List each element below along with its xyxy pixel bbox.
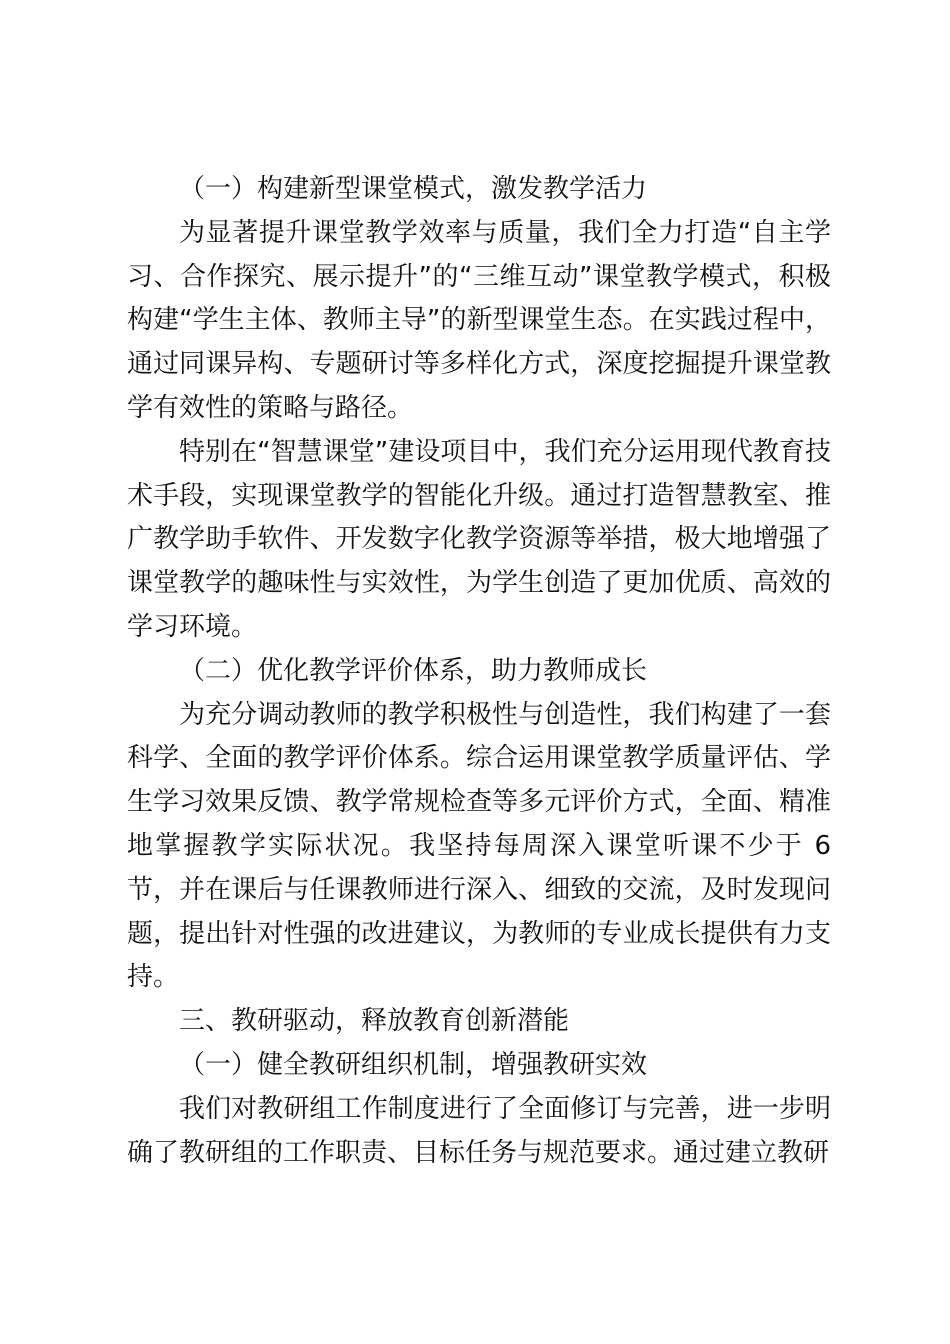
chapter-heading-teaching-research: 三、教研驱动，释放教育创新潜能 (179, 1006, 570, 1037)
paragraph-three-dimensional-model: 为显著提升课堂教学效率与质量，我们全力打造“自主学习、合作探究、展示提升”的“三维互动”课堂教学模式，积极构建“学生主体、教师主导”的新型课堂生态。在实践过程中，通过同课异构、专题研讨等多样化方式，深度挖掘提升课堂教学有效性的策略与路径。 (127, 217, 831, 423)
section-heading-research-mechanism: （一）健全教研组织机制，增强教研实效 (179, 1049, 648, 1080)
paragraph-research-mechanism: 我们对教研组工作制度进行了全面修订与完善，进一步明确了教研组的工作职责、目标任务与规范要求。通过建立教研 (127, 1093, 831, 1168)
section-heading-classroom-model: （一）构建新型课堂模式，激发教学活力 (179, 174, 648, 204)
section-heading-evaluation-system: （二）优化教学评价体系，助力教师成长 (179, 655, 648, 686)
document-page (127, 168, 831, 1175)
paragraph-smart-classroom: 特别在“智慧课堂”建设项目中，我们充分运用现代教育技术手段，实现课堂教学的智能化升级。通过打造智慧教室、推广教学助手软件、开发数字化教学资源等举措，极大地增强了课堂教学的趣味性与实效性，为学生创造了更加优质、高效的学习环境。 (127, 436, 831, 642)
paragraph-evaluation-system: 为充分调动教师的教学积极性与创造性，我们构建了一套科学、全面的教学评价体系。综合运用课堂教学质量评估、学生学习效果反馈、教学常规检查等多元评价方式，全面、精准地掌握教学实际状况。我坚持每周深入课堂听课不少于 6 节，并在课后与任课教师进行深入、细致的交流，及时发现问题，提出针对性强的改进建议，为教师的专业成长提供有力支持。 (127, 699, 831, 993)
